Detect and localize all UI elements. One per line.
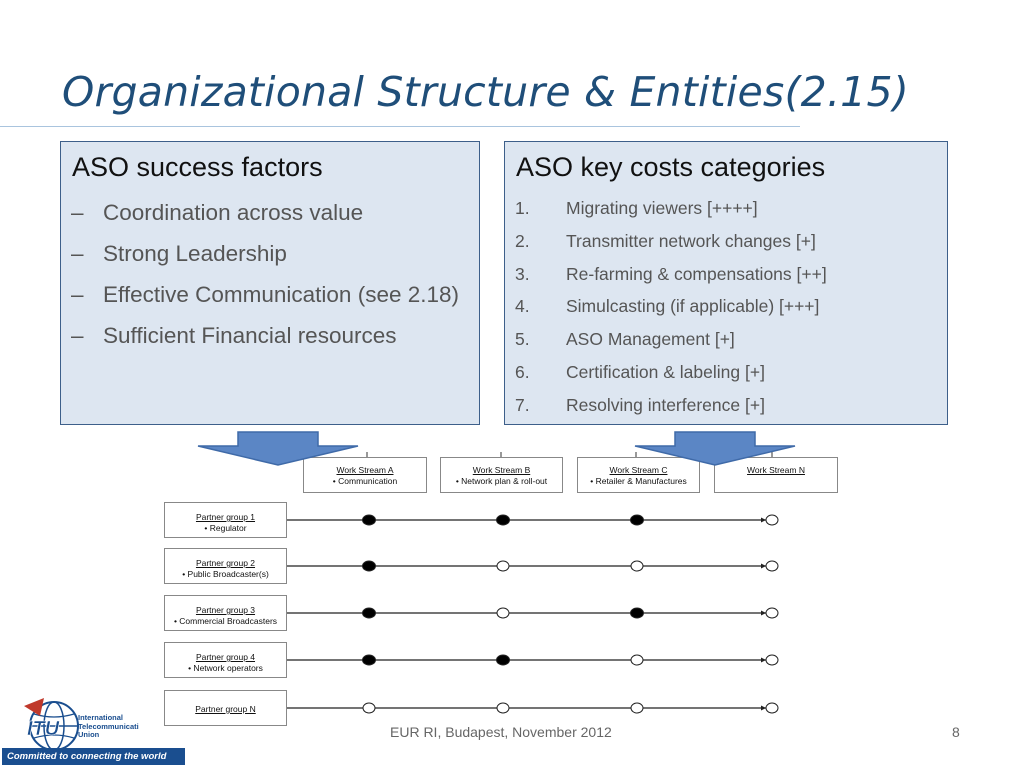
list-item: – Effective Communication (see 2.18): [71, 282, 460, 307]
key-costs-heading: ASO key costs categories: [516, 152, 826, 182]
row-arrowhead: [761, 611, 766, 616]
involvement-dot-filled: [631, 515, 644, 525]
involvement-dot-empty: [363, 703, 375, 713]
slide-title: Organizational Structure & Entities(2.15): [62, 68, 909, 116]
page-number: 8: [952, 724, 960, 740]
down-arrow-right: [633, 431, 797, 467]
partner-group-label: Partner group 2 • Public Broadcaster(s): [164, 548, 287, 584]
involvement-dot-empty: [766, 561, 778, 571]
success-factors-heading: ASO success factors: [72, 152, 323, 182]
logo-abbreviation: ITU: [27, 718, 60, 740]
work-stream-header: Work Stream N: [714, 457, 838, 493]
partner-group-label: Partner group N: [164, 690, 287, 726]
involvement-dot-empty: [766, 515, 778, 525]
involvement-dot-empty: [766, 703, 778, 713]
involvement-dot-empty: [631, 561, 643, 571]
work-stream-header: Work Stream A • Communication: [303, 457, 427, 493]
down-arrow-left: [196, 431, 360, 467]
partner-group-label: Partner group 3 • Commercial Broadcasters: [164, 595, 287, 631]
row-arrowhead: [761, 518, 766, 523]
involvement-dot-empty: [497, 703, 509, 713]
involvement-dot-empty: [766, 608, 778, 618]
list-item: – Sufficient Financial resources: [71, 323, 397, 348]
involvement-dot-filled: [497, 515, 510, 525]
list-item: 4. Simulcasting (if applicable) [+++]: [515, 296, 820, 317]
footer-text: EUR RI, Budapest, November 2012: [390, 724, 612, 740]
list-item: 1. Migrating viewers [++++]: [515, 198, 758, 218]
list-item: 6. Certification & labeling [+]: [515, 361, 765, 382]
involvement-dot-empty: [766, 655, 778, 665]
list-item: – Strong Leadership: [71, 241, 287, 266]
partner-group-label: Partner group 4 • Network operators: [164, 642, 287, 678]
involvement-dot-filled: [631, 608, 644, 618]
row-arrowhead: [761, 658, 766, 663]
work-stream-header: Work Stream B • Network plan & roll-out: [440, 457, 563, 493]
row-arrowhead: [761, 706, 766, 711]
list-item: 2. Transmitter network changes [+]: [515, 230, 816, 251]
involvement-dot-filled: [363, 655, 376, 665]
involvement-dot-empty: [631, 703, 643, 713]
list-item: 7. Resolving interference [+]: [515, 394, 765, 415]
involvement-dot-filled: [363, 515, 376, 525]
involvement-dot-filled: [497, 655, 510, 665]
logo-org-name: International Telecommunicati Union: [78, 714, 139, 739]
involvement-dot-empty: [497, 608, 509, 618]
involvement-dot-filled: [363, 561, 376, 571]
partner-group-label: Partner group 1 • Regulator: [164, 502, 287, 538]
involvement-dot-filled: [363, 608, 376, 618]
list-item: – Coordination across value: [71, 200, 364, 225]
involvement-dot-empty: [631, 655, 643, 665]
list-item: 5. ASO Management [+]: [515, 329, 735, 350]
involvement-dot-empty: [497, 561, 509, 571]
work-stream-header: Work Stream C • Retailer & Manufactures: [577, 457, 700, 493]
logo-tagline: Committed to connecting the world: [2, 748, 185, 765]
list-item: 3. Re-farming & compensations [++]: [515, 263, 827, 284]
row-arrowhead: [761, 564, 766, 569]
